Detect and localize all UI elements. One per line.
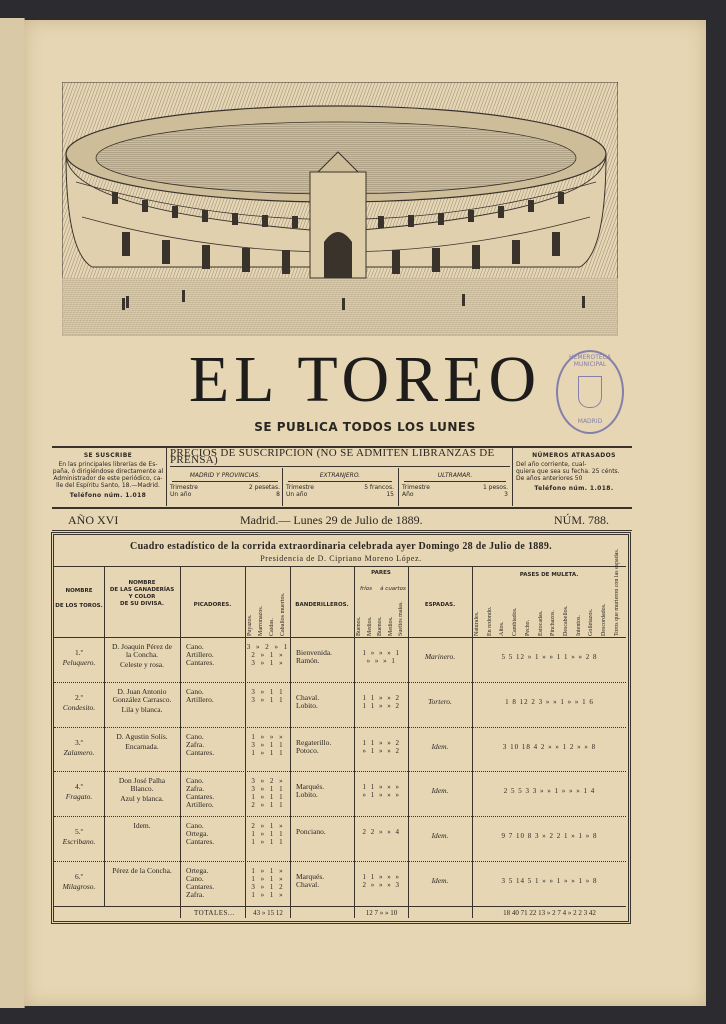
toro-number: 5.º — [75, 827, 83, 837]
subscribe-line: lle del Espíritu Santo, 18.—Madrid. — [56, 482, 160, 489]
picador-name: Cano. — [186, 642, 204, 651]
pares-stats: 1 1 » » » — [362, 783, 401, 792]
prices-col-rule — [172, 481, 278, 482]
picador-stats: 1 » 1 » — [251, 867, 285, 875]
row-rule — [54, 861, 626, 862]
subscribe-line: Administrador de este periódico, ca- — [53, 475, 163, 482]
espada-name: Idem. — [431, 876, 449, 885]
pares-stats: 2 » » » 3 — [362, 881, 401, 889]
stamp-shield-icon — [578, 376, 602, 408]
price-amount: 8 — [276, 491, 280, 498]
picador-stats: 1 » 1 » — [251, 875, 285, 883]
picador-name: Cano. — [186, 686, 204, 696]
prices-rule — [170, 466, 510, 467]
hdr-muleta: PASES DE MULETA. — [519, 572, 579, 578]
picador-stats: 3 » 1 2 — [251, 883, 285, 891]
banderillero-name: Marqués. — [296, 872, 325, 881]
picador-stats: 1 » 1 1 — [251, 838, 285, 847]
col-rule — [290, 566, 291, 918]
hdr-pares: PARES — [371, 570, 391, 576]
prices-col-ultramar — [402, 472, 508, 498]
totals-picadores: 43 » 15 12 — [253, 909, 283, 917]
prices-box — [170, 447, 510, 466]
picador-name: Cantares. — [186, 747, 215, 757]
bullring-engraving — [62, 82, 618, 336]
col-rule — [180, 566, 181, 918]
banderillero-name: Ramón. — [296, 656, 320, 665]
newspaper-page — [24, 20, 706, 1006]
issue-year: AÑO XVI — [68, 513, 119, 527]
hdr-vertical-label: Cambiados. — [512, 607, 519, 636]
picador-name: Zafra. — [186, 784, 205, 794]
toro-number: 4.º — [75, 782, 83, 792]
hdr-vertical-label: Pecho. — [524, 619, 531, 636]
hdr-vertical-label: Caballos muertos. — [280, 592, 286, 636]
banderillero-name: Regaterillo. — [296, 737, 332, 747]
hdr-frios: fríos — [360, 586, 372, 592]
back-issues-phone: Teléfono núm. 1.018. — [534, 485, 614, 492]
back-issues-line: quiera que sea su fecha. 25 cénts. — [516, 468, 620, 475]
banderillero-name: Chaval. — [296, 692, 320, 702]
picador-name: Cano. — [186, 731, 204, 741]
hdr-ganaderia — [104, 580, 180, 608]
banderillero-name: Ponciano. — [296, 827, 326, 837]
banderillero-name: Lobito. — [296, 790, 318, 800]
toro-number: 1.º — [75, 648, 83, 657]
divisa-color: Azul y blanca. — [120, 794, 164, 804]
hdr-vertical-label: Golletazos. — [588, 608, 595, 636]
hdr-vertical-label: Estocadas. — [537, 610, 544, 636]
hdr-text: DE SU DIVISA. — [120, 601, 164, 607]
prices-col-label: ULTRAMAR. — [437, 472, 473, 479]
banderillero-name: Potoco. — [296, 745, 319, 755]
table-title: Cuadro estadístico de la corrida extraordinaria celebrada ayer Domingo 28 de Julio de 1889. — [130, 541, 552, 552]
divisa-color: Encarnada. — [125, 741, 159, 751]
masthead-title: EL TOREO — [188, 343, 542, 416]
picador-name: Artillero. — [186, 650, 214, 659]
prices-col-divider — [282, 468, 283, 506]
picador-stats: 3 » 2 » — [251, 777, 285, 786]
ganaderia-name: D. Joaquin Pérez de — [112, 642, 172, 651]
hdr-nombre — [54, 588, 104, 610]
hdr-vertical-label: Toros que murieron con las espadas. — [613, 548, 620, 636]
picador-name: Cano. — [186, 776, 204, 786]
espada-name: Tortero. — [428, 696, 452, 706]
back-issues-line: De años anteriores 50 — [516, 475, 583, 482]
espada-stats: 2 5 5 3 3 » » 1 » » » 1 4 — [503, 787, 596, 796]
hdr-vertical-label: Medios. — [387, 616, 394, 636]
row-rule — [54, 771, 626, 772]
hdr-text: DE LAS GANADERÍAS — [109, 587, 175, 593]
hdr-vertical-label: Caídas. — [269, 618, 275, 636]
prices-heading: PRECIOS DE SUSCRIPCION (NO SE ADMITEN LIBRANZAS DE PRENSA) — [170, 447, 495, 466]
price-amount: 2 pesetas. — [248, 484, 280, 491]
pares-stats: » » » 1 — [366, 657, 397, 665]
hdr-text: NOMBRE — [65, 588, 93, 594]
picador-name: Cantares. — [186, 837, 215, 847]
banderillero-name: Lobito. — [296, 700, 318, 710]
ganaderia-name: Idem. — [133, 821, 151, 831]
hdr-vertical-label: Altos. — [499, 621, 506, 636]
espada-stats: 9 7 10 8 3 » 2 2 1 » 1 » 8 — [501, 832, 598, 841]
picador-stats: 3 » 2 » 1 — [246, 643, 290, 651]
table-header-top-rule — [54, 566, 626, 567]
picador-stats: 3 » 1 1 — [251, 740, 285, 749]
subscribe-line: En las principales librerías de Es- — [58, 461, 158, 468]
picador-name: Cantares. — [186, 882, 215, 891]
ganaderia-name: D. Juan Antonio — [117, 686, 167, 696]
picador-stats: 1 » 1 1 — [251, 793, 285, 802]
stamp-top-text: HEMEROTECA MUNICIPAL — [569, 354, 611, 368]
hdr-vertical-label: Descordados. — [601, 603, 607, 636]
totals-label: TOTALES... — [194, 909, 235, 917]
pares-stats: 1 1 » » 2 — [362, 693, 401, 702]
back-issues-line: Del año corriente, cual- — [516, 461, 587, 468]
price-amount: 1 pesos. — [482, 484, 508, 491]
row-rule — [54, 727, 626, 728]
toro-number: 2.º — [75, 692, 83, 702]
ganaderia-name: Don José Palha — [118, 776, 166, 786]
hdr-vertical-label: Puyazos. — [247, 614, 253, 636]
toro-name: Milagroso. — [62, 882, 96, 891]
previous-page-edge — [0, 18, 25, 1008]
back-issues-heading: NÚMEROS ATRASADOS — [532, 452, 616, 459]
divisa-color: Lila y blanca. — [121, 704, 163, 714]
toro-name: Peluquero. — [62, 658, 96, 667]
espada-stats: 3 5 14 5 1 » » 1 » » 1 » 8 — [501, 877, 598, 885]
picador-name: Cano. — [186, 821, 204, 831]
price-period: Trimestre — [402, 484, 430, 491]
masthead-tagline: SE PUBLICA TODOS LOS LUNES — [254, 420, 476, 434]
picador-stats: 3 » 1 » — [251, 659, 285, 667]
picador-name: Zafra. — [186, 739, 205, 749]
espada-stats: 5 5 12 » 1 » » 1 1 » » 2 8 — [501, 653, 598, 661]
hdr-vertical-label: Buenos. — [377, 616, 383, 636]
toro-name: Zalamero. — [63, 747, 95, 757]
price-period: Un año — [170, 491, 192, 498]
totals-espadas: 18 40 71 22 13 » 2 7 4 » 2 2 3 42 — [503, 909, 596, 917]
picador-stats: 2 » 1 » — [251, 651, 285, 659]
picador-stats: 1 » 1 1 — [251, 748, 285, 757]
issue-number: NÚM. 788. — [554, 513, 610, 527]
row-rule — [54, 682, 626, 683]
toro-number: 3.º — [75, 737, 83, 747]
hdr-picadores: PICADORES. — [193, 602, 232, 608]
pares-stats: 1 » » » 1 — [362, 649, 401, 657]
table-totals-rule — [54, 906, 626, 907]
picador-name: Cano. — [186, 874, 204, 883]
espada-stats: 3 10 18 4 2 » » 1 2 » » 8 — [502, 742, 597, 751]
hdr-vertical-label: Descabellos. — [562, 605, 569, 636]
picador-name: Ortega. — [186, 866, 209, 875]
pares-stats: » 1 » » 2 — [362, 746, 401, 755]
ganaderia-name: González Carrasco. — [112, 694, 172, 704]
band-divider — [512, 448, 513, 506]
back-issues-box — [516, 452, 632, 492]
prices-col-rule — [404, 481, 506, 482]
issue-date: Madrid.— Lunes 29 de Julio de 1889. — [240, 513, 423, 527]
ganaderia-name: Blanco. — [130, 784, 154, 794]
picador-stats: 2 » 1 1 — [251, 801, 285, 810]
library-stamp — [556, 350, 624, 434]
hdr-vertical-label: En redondo. — [486, 606, 493, 636]
pares-stats: 1 1 » » 2 — [362, 701, 401, 710]
prices-col-rule — [288, 481, 392, 482]
picador-name: Cantares. — [186, 658, 215, 667]
picador-stats: 2 » 1 » — [251, 822, 285, 831]
hdr-vertical-label: Marronazos. — [258, 605, 264, 636]
hdr-espadas: ESPADAS. — [424, 602, 456, 608]
hdr-text: NOMBRE — [128, 580, 156, 586]
band-bottom-rule — [52, 507, 632, 509]
picador-stats: 3 » 1 1 — [251, 695, 285, 704]
hdr-cuartos: á cuartos — [380, 586, 406, 592]
ganaderia-name: Pérez de la Concha. — [112, 866, 172, 875]
espada-name: Marinero. — [424, 652, 456, 661]
toro-name: Condesito. — [62, 702, 96, 712]
picador-stats: 1 » 1 1 — [251, 830, 285, 839]
picador-name: Artillero. — [186, 694, 214, 704]
hdr-vertical-label: Intentos. — [575, 615, 582, 636]
price-period: Trimestre — [170, 484, 198, 491]
prices-col-label: EXTRANJERO. — [319, 472, 361, 479]
price-period: Un año — [286, 491, 308, 498]
totals-pares: 12 7 » » 10 — [365, 909, 398, 917]
price-period: Trimestre — [286, 484, 314, 491]
hdr-vertical-label: Buenos. — [356, 616, 362, 636]
price-amount: 5 francos. — [364, 484, 394, 491]
picador-stats: 1 » » » — [251, 732, 285, 741]
banderillero-name: Chaval. — [296, 880, 320, 889]
stamp-bottom-text: MADRID — [577, 418, 603, 425]
pares-stats: » 1 » » » — [362, 791, 401, 800]
ganaderia-name: la Concha. — [125, 650, 159, 659]
subscribe-heading: SE SUSCRIBE — [83, 452, 133, 459]
espada-name: Idem. — [431, 786, 449, 796]
prices-col-divider — [398, 468, 399, 506]
espada-stats: 1 8 12 2 3 » » 1 » » 1 6 — [505, 697, 594, 706]
subscribe-line: paña, ó dirigiéndose directamente al — [52, 468, 164, 475]
hdr-banderilleros: BANDERILLEROS. — [295, 602, 349, 608]
picador-name: Cantares. — [186, 792, 215, 802]
ganaderia-name: D. Agustin Solís. — [116, 731, 168, 741]
pares-stats: 2 2 » » 4 — [362, 828, 401, 837]
picador-name: Artillero. — [186, 800, 214, 810]
prices-col-extranjero — [286, 472, 394, 498]
subscribe-phone: Teléfono núm. 1.018 — [69, 492, 147, 499]
toro-name: Escribano. — [62, 837, 96, 847]
price-period: Año — [402, 491, 414, 498]
table-header-bottom-rule — [54, 637, 626, 638]
picador-stats: 3 » 1 1 — [251, 687, 285, 696]
espada-name: Idem. — [431, 741, 449, 751]
espada-name: Idem. — [431, 831, 449, 841]
pares-stats: 1 1 » » » — [362, 873, 401, 881]
toro-name: Fragato. — [65, 792, 93, 802]
row-rule — [54, 816, 626, 817]
subscribe-box — [52, 452, 164, 499]
hdr-vertical-label: Medios. — [366, 616, 373, 636]
banderillero-name: Marqués. — [296, 782, 325, 792]
picador-stats: 1 » 1 » — [251, 891, 285, 899]
hdr-text: DE LOS TOROS. — [55, 603, 103, 609]
info-rule — [52, 530, 632, 531]
banderillero-name: Bienvenida. — [296, 648, 333, 657]
hdr-vertical-label: Naturales. — [474, 611, 480, 636]
prices-col-madrid — [170, 472, 280, 498]
picador-stats: 3 » 1 1 — [251, 785, 285, 794]
hdr-vertical-label: Pinchazos. — [550, 610, 557, 636]
table-subtitle: Presidencia de D. Cipriano Moreno López. — [260, 554, 422, 563]
pares-stats: 1 1 » » 2 — [362, 738, 401, 747]
toro-number: 6.º — [75, 872, 83, 881]
picador-name: Ortega. — [186, 829, 209, 839]
price-amount: 3 — [504, 491, 508, 498]
hdr-text: Y COLOR — [128, 594, 156, 600]
band-divider — [166, 448, 167, 506]
prices-col-label: MADRID Y PROVINCIAS. — [189, 472, 261, 479]
hdr-vertical-label: Sueltos malas. — [398, 601, 404, 636]
divisa-color: Celeste y rosa. — [120, 660, 164, 669]
picador-name: Zafra. — [186, 890, 205, 899]
price-amount: 15 — [386, 491, 394, 498]
